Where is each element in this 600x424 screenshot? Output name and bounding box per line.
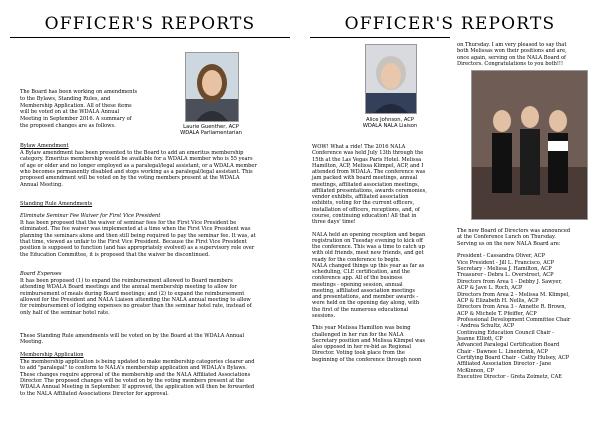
board-list-line: Serving us on the new NALA Board are: — [457, 240, 561, 247]
bylaw-line: of age or older and no longer employed as a paralegal/legal assistant, or a WDALA member — [20, 162, 257, 169]
bylaw-line: A Bylaw amendment has been presented to the Board to add an emeritus membership — [20, 150, 244, 156]
board-list-line: Affiliated Association Director - Jane — [457, 361, 552, 368]
membership-line: These changes require approval of the membership and the NALA Affiliated Associations — [20, 371, 251, 378]
column-1-line: WOW! What a ride! The 2016 NALA — [312, 144, 406, 150]
intro-line: Meeting in September 2016. A summary of — [20, 116, 132, 123]
column-1-line: This year Melissa Hamilton was being — [312, 325, 411, 332]
board-list-line: Directors from Area 3 - Annette R. Brown, — [457, 304, 567, 311]
alice-johnson-photo — [365, 44, 417, 114]
board-list-line: McKinnon, CP — [457, 367, 494, 374]
board-list-line: Treasurer - Debra L. Overstreet, ACP — [457, 272, 554, 279]
column-1-line: scheduling, CLE certification, and the — [312, 269, 411, 275]
intro-line: Membership Application. All of these items — [20, 102, 132, 109]
membership-line: Director. The proposed changes will be voted on by the voting members present at the — [20, 377, 245, 384]
board-list-line: Continuing Education Council Chair - — [457, 329, 554, 336]
seminar-line: the Education Committee, it is proposed that the waiver be discontinued. — [20, 251, 210, 258]
board-line: reimbursement of meals during Board meetings; and (2) to expand the reimbursement — [20, 290, 245, 297]
seminar-line: that time, viewed as unfair to the First Vice President. Because the First Vice President — [20, 238, 247, 245]
column-2-top-line: both Melissas won their positions and are, — [457, 48, 567, 55]
board-line: attending WDALA Board meetings and the annual membership meeting to allow for — [20, 284, 237, 291]
intro-line: The Board has been working on amendments — [20, 89, 138, 95]
column-1-line: and presentations, and member awards - — [312, 294, 419, 300]
seminar-line: It has been proposed that the waiver of seminar fees for the First Vice President be — [20, 220, 237, 226]
column-1-line: were held on the opening day along, with — [312, 300, 420, 307]
board-line: only half of the seminar hotel rate. — [20, 309, 110, 316]
board-list-line: Advanced Paralegal Certification Board — [457, 342, 560, 349]
membership-line: The membership application is being updated to make membership categories clearer and — [20, 359, 255, 365]
board-list-line: Secretary - Melissa J. Hamilton, ACP — [457, 266, 552, 273]
column-1-line: Director. Voting took place from the — [312, 350, 405, 357]
bylaw-line: Annual Meeting. — [20, 181, 63, 188]
intro-line: will be voted on at the WDALA Annual — [20, 109, 120, 116]
board-list-line: President - Cassandra Oliver, ACP — [457, 253, 545, 260]
column-2-top-line: Directors. Congratulations to you both!!! — [457, 61, 564, 68]
alice-johnson-caption-name: Alice Johnson, ACP — [365, 117, 415, 123]
laurie-guenther-caption-title: WDALA Parliamentarian — [180, 130, 242, 136]
board-list-line: Professional Development Committee Chair — [457, 316, 571, 323]
seminar-line: position is supposed to function (and has appropriately evolved) as a supervisory role over — [20, 245, 255, 252]
board-list-line: Certifying Board Chair - Cathy Hulsey, ACP — [457, 355, 570, 361]
board-list-line: ACP & Elizabeth H. Nellis, ACP — [457, 297, 539, 304]
column-1-line: 15th at the Las Vegas Paris Hotel. Melissa — [312, 156, 422, 163]
column-1-line: jam packed with board meetings, annual — [312, 175, 418, 182]
standing-rule-heading: Standing Rule Amendments — [20, 201, 93, 207]
column-2-top-line: on Thursday. I am very pleased to say that — [457, 42, 567, 48]
board-line: for reimbursement of lodging expenses no greater than the seminar hotel rate, instead of — [20, 303, 252, 310]
seminar-line: planning the seminars alone and then still being required to pay the seminar fee. It was, at — [20, 232, 256, 239]
membership-line: to the NALA Affiliated Associations Director for approval. — [20, 390, 169, 397]
column-1-line: also opposed in her re-bid as Regional — [312, 344, 411, 350]
board-list-line: - Andrea Schultz, ACP — [457, 323, 515, 330]
board-list-line: Chair - Dawnee L. Linenbrink, ACP — [457, 348, 548, 355]
column-1-line: meetings, affiliated association meetings, — [312, 181, 420, 188]
column-1-line: exhibits, voting for the current officers, — [312, 200, 415, 207]
bylaw-line: proposed amendment will be voted on by the voting members present at the WDALA — [20, 175, 240, 182]
column-1-line: NALA held an opening reception and began — [312, 231, 426, 238]
column-1-line: the conference. This was a time to catch up — [312, 244, 425, 250]
board-expenses-heading: Board Expenses — [20, 271, 62, 277]
right-page — [300, 0, 600, 424]
column-1-line: meetings - opening session, annual — [312, 281, 403, 288]
board-list-line: ACP & Michele T. Pfeiffer, ACP — [457, 310, 537, 317]
membership-application-heading: Membership Application — [20, 352, 84, 358]
seminar-line: eliminated. The fee waiver was implemented at a time when the First Vice President was — [20, 226, 251, 233]
column-1-line: with old friends, meet new friends, and get — [312, 250, 424, 257]
board-list-line: at the Conference Lunch on Thursday. — [457, 234, 556, 241]
column-1-line: Conference was held July 13th through the — [312, 150, 424, 157]
bylaw-amendment-heading: Bylaw Amendment — [20, 143, 69, 149]
column-1-line: installation of officers, receptions, and, of — [312, 206, 420, 213]
left-page-header: OFFICER'S REPORTS — [44, 14, 256, 34]
column-1-line: affiliated presentations, awards ceremonies, — [312, 187, 427, 194]
board-list-line: Jeanne Elliott, CP — [457, 335, 503, 342]
column-1-line: challenged in her run for the NALA — [312, 331, 404, 338]
vote-line: These Standing Rule amendments will be voted on by the Board at the WDALA Annual — [20, 333, 245, 339]
board-line: It has been proposed (1) to expand the reimbursement allowed to Board members — [20, 278, 233, 284]
seminar-fee-heading: Eliminate Seminar Fee Waiver for First Vice President — [20, 213, 161, 219]
column-1-line: Hamilton, ACP, Melissa Klimpel, ACP, and I — [312, 162, 424, 169]
bylaw-line: who becomes permanently disabled and stops working as a paralegal/legal assistant. This — [20, 168, 253, 175]
conference-group-photo — [471, 70, 588, 220]
intro-line: the proposed changes are as follows. — [20, 123, 116, 129]
board-list-line: The new Board of Directors was announced — [457, 228, 571, 234]
laurie-guenther-caption-name: Laurie Guenther, ACP — [183, 124, 239, 130]
membership-line: to add "paralegal" to conform to NALA's membership application and WDALA's Bylaws. — [20, 365, 247, 372]
column-2-top-line: once again, serving on the NALA Board of — [457, 54, 566, 61]
membership-line: WDALA Annual Meeting in September. If approved, the application will then be forwarded — [20, 384, 255, 391]
board-list-line: ACP & Jave L. Roch, ACP — [457, 285, 523, 292]
column-1-line: conference app. All of the business — [312, 275, 403, 282]
column-1-line: course, continuing education! All that in — [312, 212, 417, 219]
vote-line: Meeting. — [20, 339, 44, 346]
board-list-line: Directors from Area 2 - Melissa M. Klimpel, — [457, 291, 570, 298]
intro-line: to the Bylaws, Standing Rules, and — [20, 95, 111, 102]
board-list-line: Vice President - Jill L. Francisco, ACP — [457, 259, 555, 266]
left-header-rule — [10, 37, 290, 38]
column-1-line: meeting, affiliated association meetings — [312, 287, 416, 294]
column-1-line: sessions. — [312, 312, 336, 319]
column-1-line: Secretary position and Melissa Klimpel was — [312, 337, 426, 344]
laurie-guenther-photo — [185, 52, 239, 122]
column-1-line: three days' time! — [312, 219, 356, 225]
column-1-line: ready for the conference to begin. — [312, 256, 401, 263]
board-line: allowed for the President and NALA Liaison attending the NALA annual meeting to allow — [20, 296, 251, 303]
bylaw-line: category. Emeritus membership would be available for a WDALA member who is 55 years — [20, 156, 253, 163]
column-1-line: vendor exhibits, affiliated association — [312, 194, 409, 200]
column-1-line: attended from WDALA. The conference was — [312, 169, 426, 175]
column-1-line: registration on Tuesday evening to kick off — [312, 237, 423, 244]
right-page-header: OFFICER'S REPORTS — [344, 14, 556, 34]
alice-johnson-caption-title: WDALA NALA Liaison — [362, 123, 418, 129]
column-1-line: beginning of the conference through noon — [312, 356, 422, 363]
right-header-rule — [310, 37, 450, 38]
board-list-line: Directors from Area 1 - Debby J. Sawyer, — [457, 278, 562, 285]
board-list-line: Executive Director - Greta Zeimetz, CAE — [457, 374, 562, 381]
column-1-line: NALA changed things up this year as far as — [312, 262, 425, 269]
column-1-line: the first of the numerous educational — [312, 306, 409, 313]
